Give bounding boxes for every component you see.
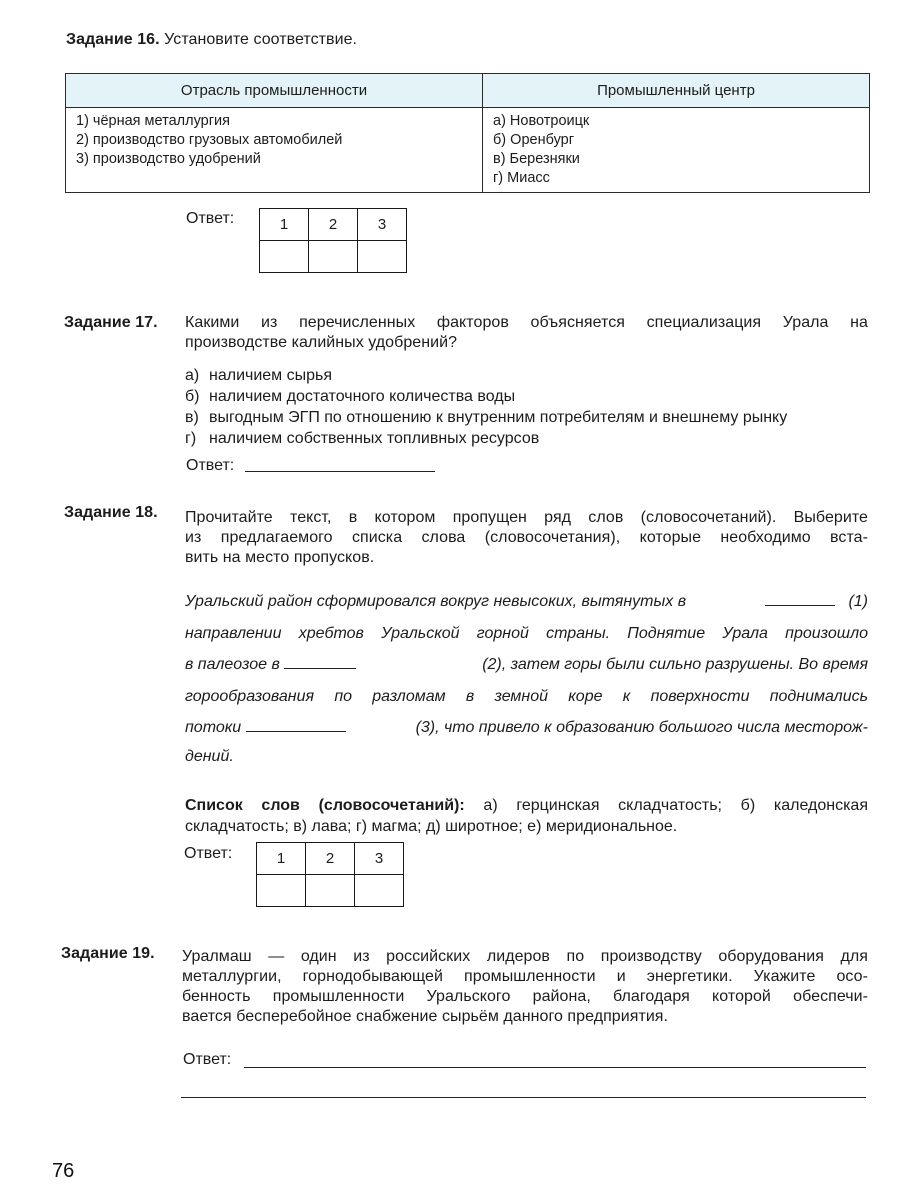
grid-header-cell: 3 [355,843,404,875]
task-18-prompt-line-2: из предлагаемого списка слова (словосочетания), которые необходимо вста- [185,529,868,546]
task-17-label: Задание 17. [64,314,158,331]
center-item: а) Новотроицк [493,113,590,129]
task-19-answer-label: Ответ: [183,1051,232,1068]
blank-1[interactable] [765,592,835,606]
task-17-answer-field[interactable] [245,455,435,472]
task-18-word-list-line-2: складчатость; в) лава; г) магма; д) широтное; е) меридиональное. [185,818,678,835]
grid-header-cell: 1 [257,843,306,875]
answer-cell-2[interactable] [306,875,355,907]
option-b: б) наличием достаточного количества воды [185,388,516,405]
industry-item: 3) производство удобрений [76,151,261,167]
grid-header-cell: 3 [358,209,407,241]
answer-cell-2[interactable] [309,241,358,273]
gap-text-line-5: потоки (3), что привело к образованию большого числа месторож- [185,719,868,736]
option-g: г) наличием собственных топливных ресурсов [185,430,540,447]
gap-text-line-4: горообразования по разломам в земной коре к поверхности поднимались [185,687,868,705]
answer-cell-1[interactable] [260,241,309,273]
task-19-prompt-line-2: металлургии, горнодобывающей промышленности и энергетики. Укажите осо- [182,968,868,985]
task-18-answer-label: Ответ: [184,845,233,862]
gap-text-line-1: Уральский район сформировался вокруг невысоких, вытянутых в (1) [185,593,868,610]
task-19-answer-field-line-2[interactable] [181,1097,866,1098]
answer-cell-3[interactable] [355,875,404,907]
center-item: б) Оренбург [493,132,575,148]
industry-item: 1) чёрная металлургия [76,113,230,129]
blank-3[interactable] [246,718,346,732]
task-19-prompt-line-3: бенность промышленности Уральского района, благодаря которой обеспечи- [182,988,868,1005]
task-18-prompt-line-1: Прочитайте текст, в котором пропущен ряд слов (словосочетаний). Выберите [185,509,868,526]
grid-header-cell: 1 [260,209,309,241]
answer-cell-3[interactable] [358,241,407,273]
option-v: в) выгодным ЭГП по отношению к внутренним потребителям и внешнему рынку [185,409,788,426]
task-18-prompt-line-3: вить на место пропусков. [185,549,375,566]
task-19-prompt-line-1: Уралмаш — один из российских лидеров по производству оборудования для [182,948,868,965]
task-17-prompt-line-2: производстве калийных удобрений? [185,334,458,351]
task-17-answer-label: Ответ: [186,457,235,474]
industry-list [66,108,483,193]
matching-table [65,73,870,193]
task-19-prompt-line-4: вается бесперебойное снабжение сырьём данного предприятия. [182,1008,669,1025]
task-16-heading [66,30,357,50]
task-16-prompt: Установите соответствие. [164,31,358,48]
task-17-prompt-line-1: Какими из перечисленных факторов объясняется специализация Урала на [185,314,868,331]
center-item: в) Березняки [493,151,580,167]
gap-text-line-3: в палеозое в (2), затем горы были сильно разрушены. Во время [185,656,868,673]
grid-header-cell: 2 [309,209,358,241]
industry-item: 2) производство грузовых автомобилей [76,132,343,148]
task-16-answer-label: Ответ: [186,210,235,227]
task-18-word-list-line-1: Список слов (словосочетаний): а) герцинская складчатость; б) каледонская [185,797,868,814]
task-18-gap-text [185,586,868,770]
task-16-label: Задание 16. [66,31,160,48]
gap-text-line-2: направлении хребтов Уральской горной страны. Поднятие Урала произошло [185,624,868,642]
task-18-answer-grid [256,842,404,907]
task-19-label: Задание 19. [61,945,155,962]
answer-cell-1[interactable] [257,875,306,907]
column-header-center: Промышленный центр [483,74,870,108]
task-19-answer-field-line-1[interactable] [244,1050,866,1068]
task-18-label: Задание 18. [64,504,158,521]
task-17-options [185,365,868,449]
page-number: 76 [52,1160,75,1182]
column-header-industry: Отрасль промышленности [66,74,483,108]
word-list-label: Список слов (словосочетаний): [185,797,465,814]
center-item: г) Миасс [493,170,550,186]
grid-header-cell: 2 [306,843,355,875]
option-a: а) наличием сырья [185,367,333,384]
blank-2[interactable] [284,655,356,669]
task-16-answer-grid [259,208,407,273]
gap-text-line-6: дений. [185,747,234,765]
center-list [483,108,870,193]
